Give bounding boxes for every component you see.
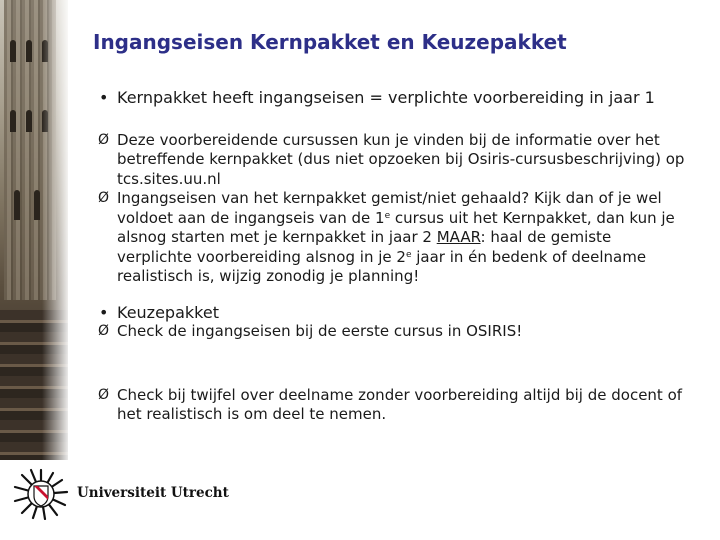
arrow-text: Check de ingangseisen bij de eerste cursus in OSIRIS! — [117, 322, 523, 340]
arrow-marker: Ø — [98, 190, 110, 206]
university-name: Universiteit Utrecht — [77, 485, 229, 501]
arrow-text-part1: Ingangseisen van het kernpakket gemist/niet gehaald? Kijk dan of je wel voldoet aan de ingangseis van de 1 — [117, 189, 662, 227]
bullet-kernpakket — [98, 88, 688, 108]
university-logo — [12, 468, 229, 520]
slide-content — [98, 88, 688, 425]
bullet-text: Kernpakket heeft ingangseisen = verplichte voorbereiding in jaar 1 — [117, 88, 655, 107]
emphasis-maar: MAAR — [436, 228, 481, 246]
photo-fade — [42, 0, 68, 460]
tower-window — [10, 40, 16, 62]
tower-window — [14, 190, 20, 220]
university-seal-icon — [12, 468, 70, 520]
ordinal-suffix: e — [405, 249, 412, 260]
arrow-text: Check bij twijfel over deelname zonder voorbereiding altijd bij de docent of het realistisch is om deel te nemen. — [117, 385, 683, 423]
arrow-text: Deze voorbereidende cursussen kun je vinden bij de informatie over het betreffende kernpakket (dus niet opzoeken bij Osiris-cursusbeschrijving) op tcs.sites.uu.nl — [117, 130, 685, 188]
bullet-text: Keuzepakket — [117, 302, 219, 322]
cathedral-photo — [0, 0, 68, 460]
tower-window — [10, 110, 16, 132]
arrow-marker: Ø — [98, 131, 110, 148]
tower-window — [34, 190, 40, 220]
arrow-text-part4: jaar in én bedenk of deelname realistisch is, wijzig zonodig je planning! — [117, 247, 647, 285]
arrow-marker: Ø — [98, 386, 110, 403]
arrow-ingangseisen-gemist — [98, 189, 688, 287]
arrow-text-part3: : haal de gemiste verplichte voorbereiding alsnog in je 2 — [117, 228, 612, 266]
arrow-voorbereiding — [98, 131, 688, 190]
arrow-check-docent — [98, 386, 688, 425]
bullet-keuzepakket — [98, 303, 688, 323]
slide-title: Ingangseisen Kernpakket en Keuzepakket — [93, 30, 567, 54]
arrow-check-osiris — [98, 322, 688, 342]
ordinal-suffix: e — [384, 210, 391, 221]
bullet-marker: • — [99, 88, 109, 107]
arrow-marker: Ø — [98, 323, 110, 339]
arrow-text-part2: cursus uit het Kernpakket, dan kun je alsnog starten met je kernpakket in jaar 2 — [117, 208, 675, 246]
tower-window — [26, 40, 32, 62]
tower-window — [26, 110, 32, 132]
bullet-marker: • — [99, 302, 109, 322]
